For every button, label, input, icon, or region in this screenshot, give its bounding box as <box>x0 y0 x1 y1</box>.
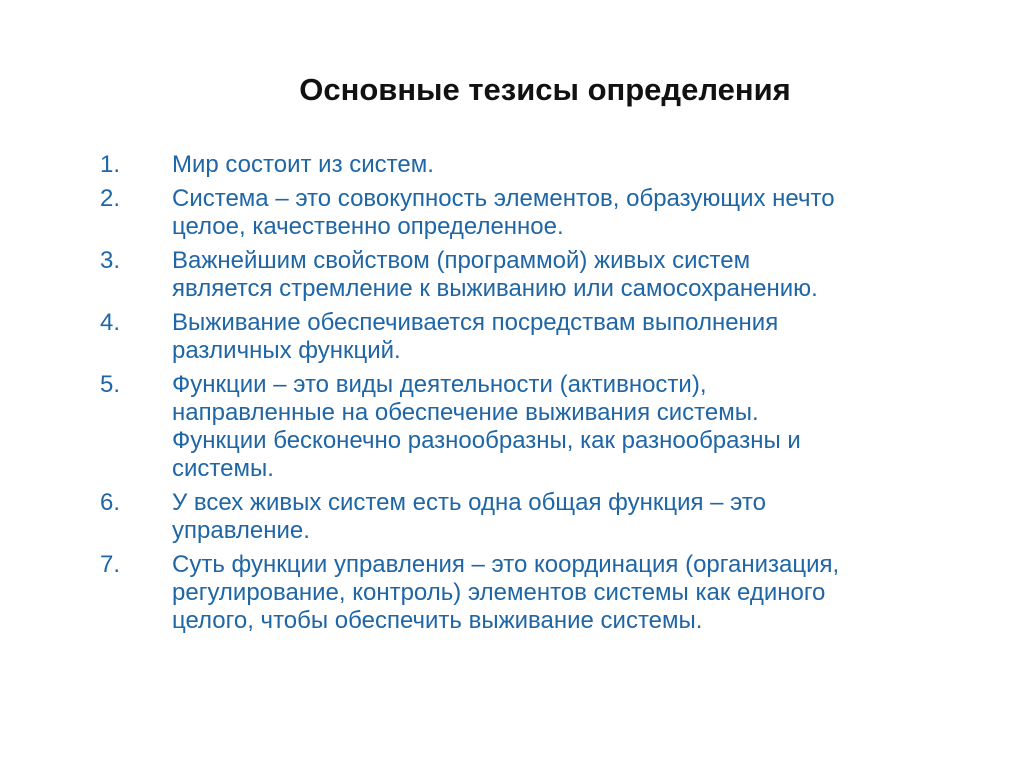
list-item <box>100 489 1000 545</box>
text-line: направленные на обеспечение выживания системы. <box>172 399 759 426</box>
list-item-text <box>172 489 766 545</box>
list-item <box>100 371 1000 483</box>
list-item-number: 6. <box>100 489 121 516</box>
text-line: является стремление к выживанию или самосохранению. <box>172 275 818 302</box>
text-line: системы. <box>172 455 274 482</box>
list-item-text <box>172 185 835 241</box>
list-item-number: 2. <box>100 185 121 212</box>
list-item <box>100 309 1000 365</box>
text-line: управление. <box>172 517 310 544</box>
list-item <box>100 551 1000 635</box>
list-item-text <box>172 309 778 365</box>
slide-title: Основные тезисы определения <box>299 72 791 107</box>
list-item <box>100 247 1000 303</box>
list-item <box>100 151 1000 179</box>
text-line: Выживание обеспечивается посредствам выполнения <box>172 309 779 336</box>
list-item-number: 1. <box>100 151 121 178</box>
thesis-list <box>100 151 1000 641</box>
text-line: Мир состоит из систем. <box>172 151 434 178</box>
list-item-number: 7. <box>100 551 121 578</box>
text-line: целое, качественно определенное. <box>172 213 564 240</box>
text-line: Суть функции управления – это координация (организация, <box>172 551 840 578</box>
text-line: У всех живых систем есть одна общая функция – это <box>172 489 766 516</box>
list-item-number: 3. <box>100 247 121 274</box>
list-item-number: 4. <box>100 309 121 336</box>
text-line: Функции бесконечно разнообразны, как разнообразны и <box>172 427 801 454</box>
text-line: Система – это совокупность элементов, образующих нечто <box>172 185 835 212</box>
list-item <box>100 185 1000 241</box>
text-line: различных функций. <box>172 337 401 364</box>
list-item-text <box>172 247 818 303</box>
list-item-text <box>172 371 801 483</box>
list-item-text <box>172 151 434 179</box>
text-line: регулирование, контроль) элементов системы как единого <box>172 579 826 606</box>
list-item-text <box>172 551 839 635</box>
list-item-number: 5. <box>100 371 121 398</box>
text-line: целого, чтобы обеспечить выживание системы. <box>172 607 703 634</box>
text-line: Важнейшим свойством (программой) живых систем <box>172 247 751 274</box>
text-line: Функции – это виды деятельности (активности), <box>172 371 707 398</box>
